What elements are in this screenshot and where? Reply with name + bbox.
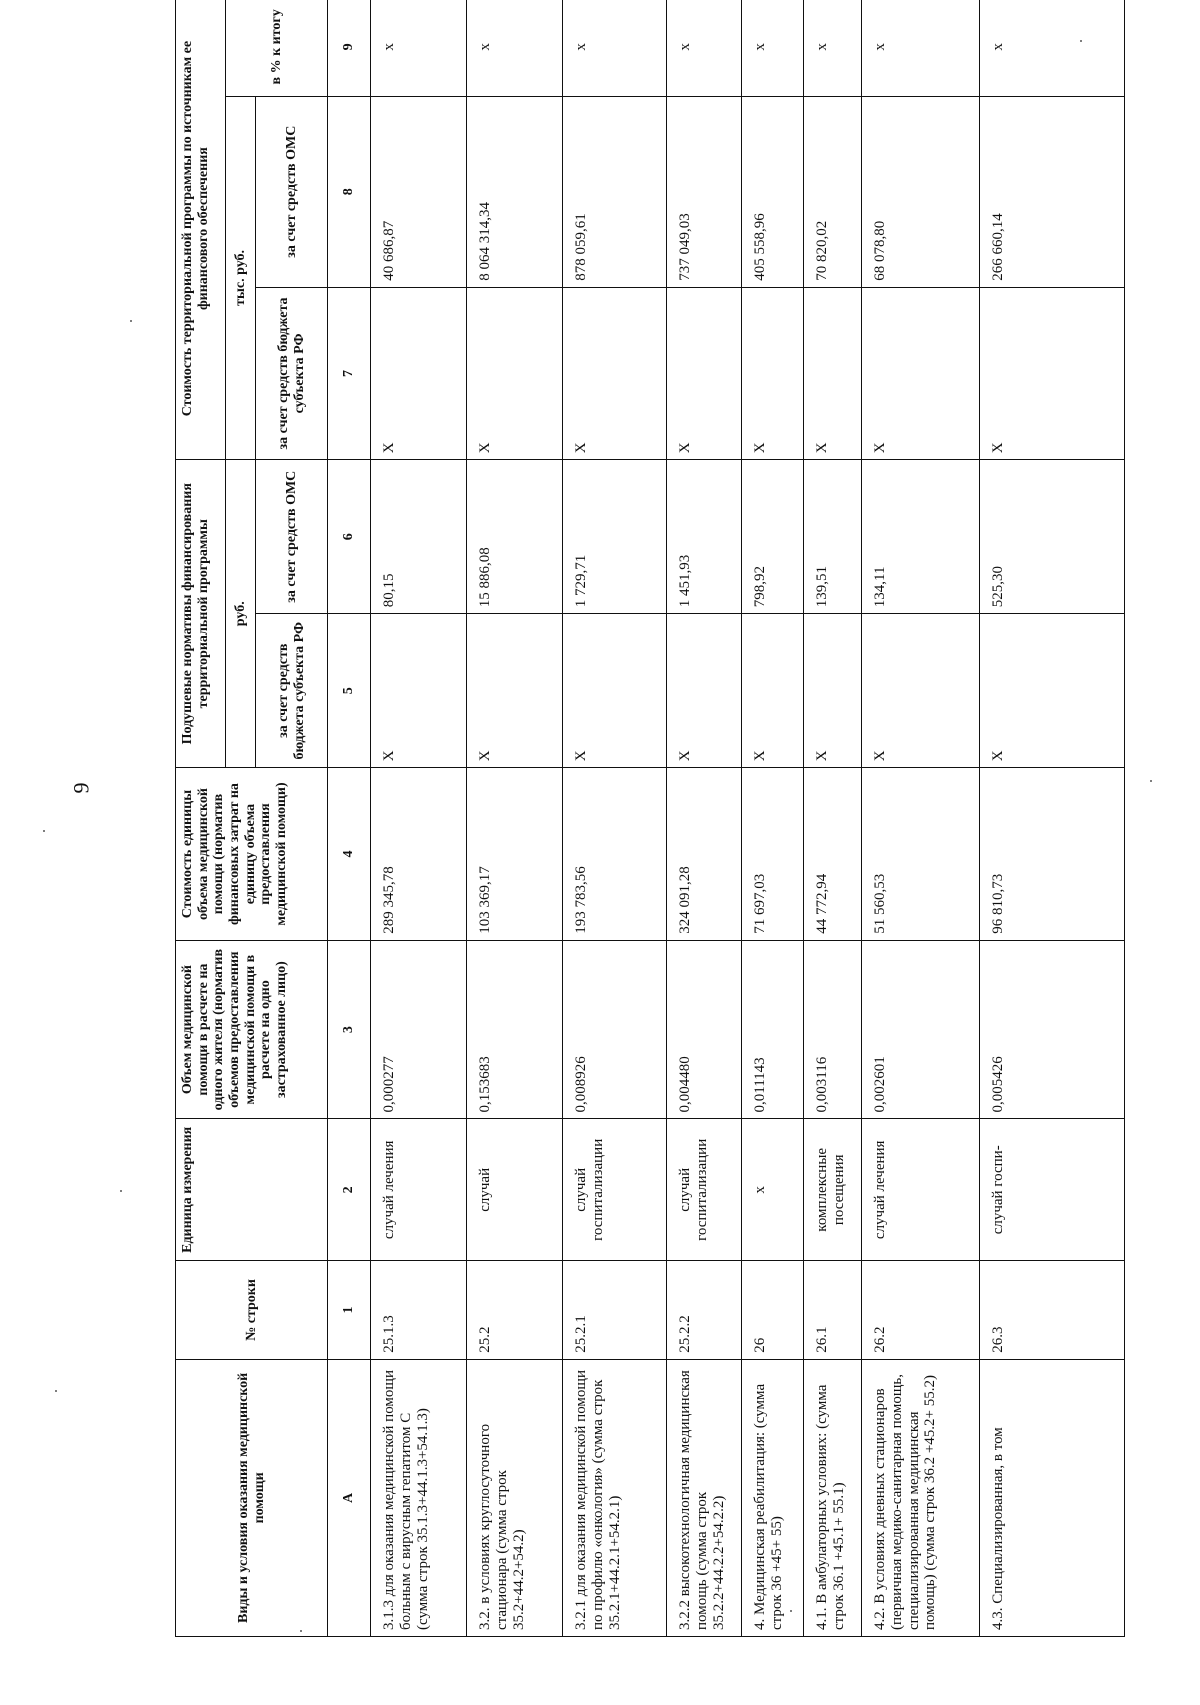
- header-program-cost-group: Стоимость территориальной программы по источникам ее финансового обеспечения: [176, 0, 226, 460]
- scan-speck: [1150, 780, 1152, 782]
- table-row: [371, 0, 467, 1637]
- row-total-oms: 405 558,96: [742, 96, 804, 287]
- col-number: 5: [328, 614, 371, 768]
- row-line: 25.2.1: [563, 1261, 667, 1360]
- row-name: 4.2. В условиях дневных стационаров (первичная медико-санитарная помощь, специализированная медицинская помощь) (сумма строк 36.2 +45.2+ 55.2): [862, 1359, 980, 1636]
- row-volume: 0,000277: [371, 940, 467, 1119]
- row-volume: 0,004480: [667, 940, 742, 1119]
- row-line: 25.1.3: [371, 1261, 467, 1360]
- col-number: 4: [328, 768, 371, 941]
- row-norm-oms: 1 729,71: [563, 460, 667, 614]
- header-kind: Виды и условия оказания медицинской помощи: [176, 1359, 328, 1636]
- financing-table: [175, 0, 1125, 1637]
- row-norm-oms: 15 886,08: [467, 460, 563, 614]
- table-row: [862, 0, 980, 1637]
- col-number: 3: [328, 940, 371, 1119]
- table-row: [467, 0, 563, 1637]
- row-volume: 0,008926: [563, 940, 667, 1119]
- row-norm-oms: 525,30: [980, 460, 1125, 614]
- row-total-budget: Х: [563, 287, 667, 460]
- table-row: [804, 0, 862, 1637]
- row-total-oms: 8 064 314,34: [467, 96, 563, 287]
- row-norm-budget: Х: [563, 614, 667, 768]
- row-volume: 0,002601: [862, 940, 980, 1119]
- row-cost: 44 772,94: [804, 768, 862, 941]
- row-norm-budget: Х: [980, 614, 1125, 768]
- row-volume: 0,011143: [742, 940, 804, 1119]
- col-number: 6: [328, 460, 371, 614]
- row-name: 3.2.1 для оказания медицинской помощи по профилю «онкология» (сумма строк 35.2.1+44.2.1+54.2.1): [563, 1359, 667, 1636]
- col-number: 8: [328, 96, 371, 287]
- row-line: 26.2: [862, 1261, 980, 1360]
- row-norm-oms: 139,51: [804, 460, 862, 614]
- row-line: 25.2: [467, 1261, 563, 1360]
- scan-speck: [43, 830, 45, 832]
- header-unit-thousand-rub: тыс. руб.: [226, 96, 256, 460]
- row-total-budget: Х: [667, 287, 742, 460]
- row-percent: х: [980, 0, 1125, 96]
- header-percent: в % к итогу: [226, 0, 328, 96]
- row-total-budget: Х: [742, 287, 804, 460]
- row-cost: 324 091,28: [667, 768, 742, 941]
- row-total-oms: 40 686,87: [371, 96, 467, 287]
- row-norm-oms: 134,11: [862, 460, 980, 614]
- col-number: 1: [328, 1261, 371, 1360]
- row-norm-budget: Х: [804, 614, 862, 768]
- row-cost: 96 810,73: [980, 768, 1125, 941]
- row-unit: х: [742, 1119, 804, 1261]
- header-line-number: № строки: [176, 1261, 328, 1360]
- row-unit: случай лечения: [862, 1119, 980, 1261]
- row-norm-oms: 80,15: [371, 460, 467, 614]
- scan-speck: [130, 320, 132, 322]
- scan-speck: [120, 1190, 122, 1192]
- header-per-capita-group: Подушевые нормативы финансирования территориальной программы: [176, 460, 226, 768]
- page-number: 9: [68, 782, 94, 794]
- row-percent: х: [563, 0, 667, 96]
- row-name: 4.1. В амбулаторных условиях: (сумма строк 36.1 +45.1+ 55.1): [804, 1359, 862, 1636]
- header-norm-oms: за счет средств ОМС: [256, 460, 328, 614]
- row-line: 26.3: [980, 1261, 1125, 1360]
- row-norm-budget: Х: [467, 614, 563, 768]
- row-unit: комплексные посещения: [804, 1119, 862, 1261]
- row-line: 25.2.2: [667, 1261, 742, 1360]
- row-unit: случай госпитализации: [563, 1119, 667, 1261]
- row-total-oms: 68 078,80: [862, 96, 980, 287]
- row-cost: 193 783,56: [563, 768, 667, 941]
- row-norm-oms: 1 451,93: [667, 460, 742, 614]
- row-volume: 0,153683: [467, 940, 563, 1119]
- row-total-oms: 266 660,14: [980, 96, 1125, 287]
- row-volume: 0,005426: [980, 940, 1125, 1119]
- row-unit: случай лечения: [371, 1119, 467, 1261]
- row-percent: х: [667, 0, 742, 96]
- header-total-oms: за счет средств ОМС: [256, 96, 328, 287]
- row-cost: 103 369,17: [467, 768, 563, 941]
- row-line: 26: [742, 1261, 804, 1360]
- col-number: 2: [328, 1119, 371, 1261]
- row-unit: случай: [467, 1119, 563, 1261]
- col-number: 9: [328, 0, 371, 96]
- row-total-oms: 737 049,03: [667, 96, 742, 287]
- header-unit-rub: руб.: [226, 460, 256, 768]
- row-line: 26.1: [804, 1261, 862, 1360]
- row-total-budget: Х: [371, 287, 467, 460]
- row-norm-budget: Х: [667, 614, 742, 768]
- row-norm-budget: Х: [371, 614, 467, 768]
- row-cost: 71 697,03: [742, 768, 804, 941]
- header-unit: Единица измерения: [176, 1119, 328, 1261]
- col-number: 7: [328, 287, 371, 460]
- row-name: 4.3. Специализированная, в том: [980, 1359, 1125, 1636]
- row-name: 3.2. в условиях круглосуточного стационара (сумма строк 35.2+44.2+54.2): [467, 1359, 563, 1636]
- row-cost: 51 560,53: [862, 768, 980, 941]
- row-total-budget: Х: [804, 287, 862, 460]
- row-cost: 289 345,78: [371, 768, 467, 941]
- row-name: 3.2.2 высокотехнологичная медицинская помощь (сумма строк 35.2.2+44.2.2+54.2.2): [667, 1359, 742, 1636]
- row-percent: х: [742, 0, 804, 96]
- col-number: А: [328, 1359, 371, 1636]
- row-volume: 0,003116: [804, 940, 862, 1119]
- row-percent: х: [467, 0, 563, 96]
- row-percent: х: [862, 0, 980, 96]
- row-total-oms: 70 820,02: [804, 96, 862, 287]
- row-unit: случай госпитализации: [667, 1119, 742, 1261]
- table-row: [980, 0, 1125, 1637]
- header-unit-cost: Стоимость единицы объема медицинской помощи (норматив финансовых затрат на единицу объема предоставления медицинской помощи): [176, 768, 328, 941]
- row-name: 4. Медицинская реабилитация: (сумма строк 36 +45+ 55): [742, 1359, 804, 1636]
- scan-speck: [55, 1390, 57, 1392]
- row-percent: х: [371, 0, 467, 96]
- row-name: 3.1.3 для оказания медицинской помощи больным с вирусным гепатитом С (сумма строк 35.1.3+44.1.3+54.1.3): [371, 1359, 467, 1636]
- row-total-budget: Х: [980, 287, 1125, 460]
- table-row: [563, 0, 667, 1637]
- row-unit: случай госпи-: [980, 1119, 1125, 1261]
- header-volume: Объем медицинской помощи в расчете на одного жителя (норматив объемов предоставления медицинской помощи в расчете на одно застрахованное лицо): [176, 940, 328, 1119]
- row-total-budget: Х: [467, 287, 563, 460]
- row-total-oms: 878 059,61: [563, 96, 667, 287]
- table-row: [742, 0, 804, 1637]
- header-norm-budget: за счет средств бюджета субъекта РФ: [256, 614, 328, 768]
- table-row: [667, 0, 742, 1637]
- row-norm-budget: Х: [862, 614, 980, 768]
- row-total-budget: Х: [862, 287, 980, 460]
- header-total-budget: за счет средств бюджета субъекта РФ: [256, 287, 328, 460]
- row-percent: х: [804, 0, 862, 96]
- row-norm-oms: 798,92: [742, 460, 804, 614]
- row-norm-budget: Х: [742, 614, 804, 768]
- rotated-table-container: [175, 0, 1125, 1637]
